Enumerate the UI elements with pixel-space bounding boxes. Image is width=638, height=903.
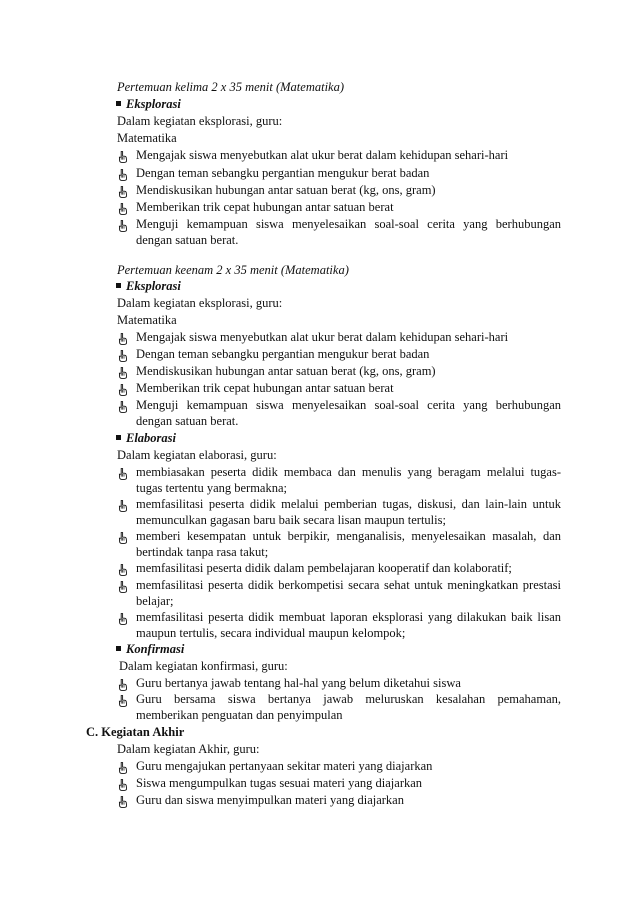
- text-sessions-1-items-0: Mengajak siswa menyebutkan alat ukur berat dalam kehidupan sehari-hari: [136, 330, 509, 344]
- text-sessions-1-elaborasi_intro: Dalam kegiatan elaborasi, guru:: [117, 448, 277, 462]
- text-sessions-1-elaborasi_lines-4: memberi kesempatan untuk berpikir, menganalisis, menyelesaikan masalah, dan: [136, 529, 561, 543]
- text-sessions-1-elaborasi_lines-0: membiasakan peserta didik membaca dan menulis yang beragam melalui tugas-: [136, 465, 561, 479]
- pointing-hand-icon: [118, 778, 128, 790]
- text-sessions-1-konfirmasi_lines-2: memberikan penguatan dan penyimpulan: [136, 708, 343, 722]
- pointing-hand-icon: [118, 531, 128, 543]
- text-sessions-1-elaborasi_lines-3: memunculkan gagasan baru baik secara lisan maupun tertulis;: [136, 513, 446, 527]
- pointing-hand-icon: [118, 332, 128, 344]
- text-sessions-0-items-3: Memberikan trik cepat hubungan antar satuan berat: [136, 200, 394, 214]
- text-akhir-items-0: Guru mengajukan pertanyaan sekitar materi yang diajarkan: [136, 759, 433, 773]
- text-akhir-items-2: Guru dan siswa menyimpulkan materi yang diajarkan: [136, 793, 404, 807]
- text-sessions-0-items-0: Mengajak siswa menyebutkan alat ukur berat dalam kehidupan sehari-hari: [136, 148, 509, 162]
- text-sessions-1-konfirmasi_intro: Dalam kegiatan konfirmasi, guru:: [119, 659, 288, 673]
- pointing-hand-icon: [118, 499, 128, 511]
- pointing-hand-icon: [118, 202, 128, 214]
- text-sessions-1-items-5: dengan satuan berat.: [136, 414, 239, 428]
- text-akhir-intro: Dalam kegiatan Akhir, guru:: [117, 742, 260, 756]
- text-sessions-0-items-4: Menguji kemampuan siswa menyelesaikan soal-soal cerita yang berhubungan: [136, 217, 561, 231]
- text-sessions-0-eksplorasi_intro: Dalam kegiatan eksplorasi, guru:: [117, 114, 283, 128]
- text-sessions-1-elaborasi_lines-1: tugas tertentu yang bermakna;: [136, 481, 287, 495]
- square-bullet-icon: [116, 101, 121, 106]
- text-sessions-1-items-3: Memberikan trik cepat hubungan antar satuan berat: [136, 381, 394, 395]
- text-sessions-1-konfirmasi_lines-1: Guru bersama siswa bertanya jawab meluruskan kesalahan pemahaman,: [136, 692, 561, 706]
- pointing-hand-icon: [118, 761, 128, 773]
- pointing-hand-icon: [118, 795, 128, 807]
- pointing-hand-icon: [118, 219, 128, 231]
- pointing-hand-icon: [118, 185, 128, 197]
- pointing-hand-icon: [118, 400, 128, 412]
- pointing-hand-icon: [118, 563, 128, 575]
- heading-label: Eksplorasi: [126, 279, 181, 293]
- text-sessions-1-elaborasi_lines-2: memfasilitasi peserta didik melalui pemberian tugas, diskusi, dan lain-lain untuk: [136, 497, 561, 511]
- pointing-hand-icon: [118, 366, 128, 378]
- text-sessions-1-elaborasi_lines-10: maupun tertulis, secara individual maupun kelompok;: [136, 626, 406, 640]
- text-sessions-0-title: Pertemuan kelima 2 x 35 menit (Matematika): [117, 80, 345, 94]
- text-sessions-0-items-2: Mendiskusikan hubungan antar satuan berat (kg, ons, gram): [136, 183, 436, 197]
- text-akhir-heading: C. Kegiatan Akhir: [86, 725, 185, 739]
- pointing-hand-icon: [118, 150, 128, 162]
- text-sessions-1-eksplorasi_heading: [116, 279, 181, 294]
- pointing-hand-icon: [118, 694, 128, 706]
- pointing-hand-icon: [118, 383, 128, 395]
- text-sessions-1-eksplorasi_intro: Dalam kegiatan eksplorasi, guru:: [117, 296, 283, 310]
- text-sessions-1-elaborasi_lines-9: memfasilitasi peserta didik membuat laporan eksplorasi yang dilakukan baik lisan: [136, 610, 561, 624]
- pointing-hand-icon: [118, 580, 128, 592]
- pointing-hand-icon: [118, 467, 128, 479]
- heading-label: Eksplorasi: [126, 97, 181, 111]
- pointing-hand-icon: [118, 349, 128, 361]
- text-sessions-1-items-4: Menguji kemampuan siswa menyelesaikan soal-soal cerita yang berhubungan: [136, 398, 561, 412]
- text-sessions-1-konfirmasi_heading: [116, 642, 184, 657]
- text-sessions-1-elaborasi_lines-7: memfasilitasi peserta didik berkompetisi secara sehat untuk meningkatkan prestasi: [136, 578, 561, 592]
- pointing-hand-icon: [118, 168, 128, 180]
- text-sessions-0-subject: Matematika: [117, 131, 177, 145]
- heading-label: Elaborasi: [126, 431, 177, 445]
- heading-label: Konfirmasi: [126, 642, 185, 656]
- square-bullet-icon: [116, 283, 121, 288]
- text-sessions-0-items-5: dengan satuan berat.: [136, 233, 239, 247]
- text-akhir-items-1: Siswa mengumpulkan tugas sesuai materi yang diajarkan: [136, 776, 423, 790]
- text-sessions-1-elaborasi_lines-8: belajar;: [136, 594, 174, 608]
- text-sessions-1-items-1: Dengan teman sebangku pergantian mengukur berat badan: [136, 347, 430, 361]
- text-sessions-1-elaborasi_heading: [116, 431, 176, 446]
- square-bullet-icon: [116, 646, 121, 651]
- text-sessions-1-konfirmasi_lines-0: Guru bertanya jawab tentang hal-hal yang belum diketahui siswa: [136, 676, 461, 690]
- text-sessions-1-items-2: Mendiskusikan hubungan antar satuan berat (kg, ons, gram): [136, 364, 436, 378]
- text-sessions-1-subject: Matematika: [117, 313, 177, 327]
- text-sessions-1-title: Pertemuan keenam 2 x 35 menit (Matematika): [117, 263, 349, 277]
- pointing-hand-icon: [118, 678, 128, 690]
- text-sessions-1-elaborasi_lines-5: bertindak tanpa rasa takut;: [136, 545, 269, 559]
- square-bullet-icon: [116, 435, 121, 440]
- pointing-hand-icon: [118, 612, 128, 624]
- text-sessions-1-elaborasi_lines-6: memfasilitasi peserta didik dalam pembelajaran kooperatif dan kolaboratif;: [136, 561, 512, 575]
- text-sessions-0-eksplorasi_heading: [116, 97, 181, 112]
- text-sessions-0-items-1: Dengan teman sebangku pergantian mengukur berat badan: [136, 166, 430, 180]
